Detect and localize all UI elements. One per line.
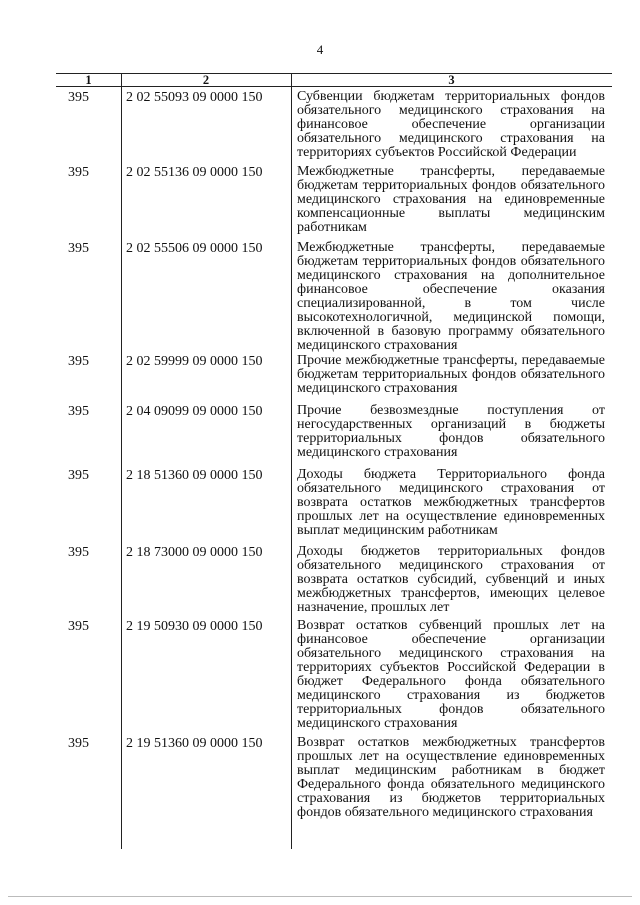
revenue-code-cell: 2 02 55136 09 0000 150 [126, 165, 263, 180]
revenue-name-cell: Субвенции бюджетам территориальных фондов обязательного медицинского страхования на финансовое обеспечение организации обязательного медицинского страхования на территориях субъектов Российской Федерации [297, 89, 605, 160]
admin-code-cell: 395 [68, 545, 89, 560]
revenue-code-cell: 2 18 51360 09 0000 150 [126, 468, 263, 483]
admin-code-cell: 395 [68, 165, 89, 180]
revenue-code-cell: 2 19 50930 09 0000 150 [126, 619, 263, 634]
column-divider-2 [291, 73, 292, 849]
page-number: 4 [316, 42, 324, 57]
admin-code-cell: 395 [68, 468, 89, 483]
revenue-code-cell: 2 02 59999 09 0000 150 [126, 354, 263, 369]
revenue-code-cell: 2 02 55506 09 0000 150 [126, 241, 263, 256]
revenue-name-cell: Возврат остатков межбюджетных трансфертов прошлых лет на осуществление единовременных выплат медицинским работникам в бюджет Федерального фонда обязательного медицинского страхования из бюджетов территориальных фондов обязательного медицинского страхования [297, 735, 605, 820]
column-header-2: 2 [202, 73, 210, 87]
column-header-3: 3 [448, 73, 455, 87]
admin-code-cell: 395 [68, 354, 89, 369]
revenue-code-cell: 2 04 09099 09 0000 150 [126, 404, 263, 419]
revenue-code-cell: 2 19 51360 09 0000 150 [126, 736, 263, 751]
admin-code-cell: 395 [68, 736, 89, 751]
revenue-name-cell: Межбюджетные трансферты, передаваемые бюджетам территориальных фондов обязательного медицинского страхования на дополнительное финансовое обеспечение оказания специализированной, в том числе высокотехнологичной, медицинской помощи, включенной в базовую программу обязательного медицинского страхования [297, 240, 605, 353]
page-bottom-edge [8, 896, 632, 897]
revenue-name-cell: Возврат остатков субвенций прошлых лет на финансовое обеспечение организации обязательного медицинского страхования на территориях субъектов Российской Федерации в бюджет Федерального фонда обязательного медицинского страхования из бюджетов территориальных фондов обязательного медицинского страхования [297, 618, 605, 731]
revenue-code-cell: 2 18 73000 09 0000 150 [126, 545, 263, 560]
revenue-name-cell: Доходы бюджета Территориального фонда обязательного медицинского страхования от возврата остатков межбюджетных трансфертов прошлых лет на осуществление единовременных выплат медицинским работникам [297, 467, 605, 538]
admin-code-cell: 395 [68, 90, 89, 105]
revenue-name-cell: Прочие межбюджетные трансферты, передаваемые бюджетам территориальных фондов обязательного медицинского страхования [297, 353, 605, 396]
admin-code-cell: 395 [68, 241, 89, 256]
admin-code-cell: 395 [68, 619, 89, 634]
column-divider-1 [121, 73, 122, 849]
admin-code-cell: 395 [68, 404, 89, 419]
revenue-code-cell: 2 02 55093 09 0000 150 [126, 90, 263, 105]
revenue-codes-table [56, 73, 612, 849]
column-header-1: 1 [85, 73, 92, 87]
revenue-name-cell: Доходы бюджетов территориальных фондов обязательного медицинского страхования от возврата остатков субсидий, субвенций и иных межбюджетных трансфертов, имеющих целевое назначение, прошлых лет [297, 544, 605, 615]
revenue-name-cell: Межбюджетные трансферты, передаваемые бюджетам территориальных фондов обязательного медицинского страхования на единовременные компенсационные выплаты медицинским работникам [297, 164, 605, 235]
revenue-name-cell: Прочие безвозмездные поступления от негосударственных организаций в бюджеты территориальных фондов обязательного медицинского страхования [297, 403, 605, 460]
